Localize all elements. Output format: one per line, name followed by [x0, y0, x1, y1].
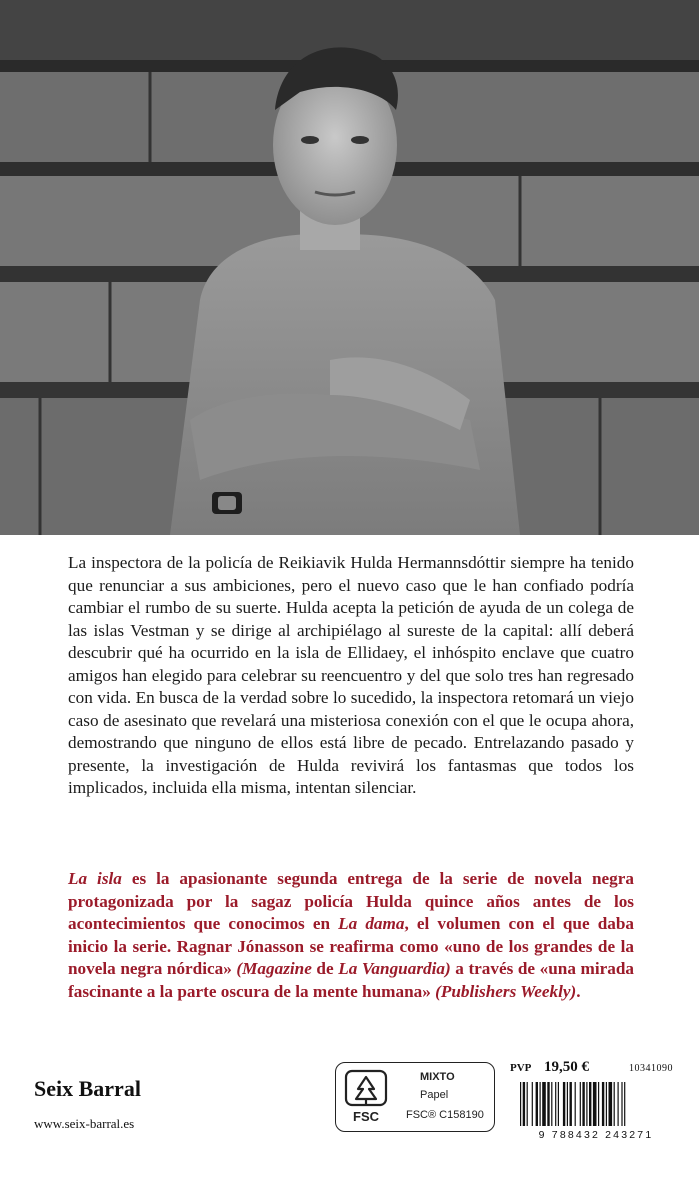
- blurb-de: de: [311, 959, 339, 978]
- fsc-code: FSC® C158190: [406, 1109, 484, 1121]
- fsc-papel: Papel: [420, 1089, 449, 1101]
- blurb-part2: , el volumen con el que daba inicio la serie. Ragnar Jónasson se reafirma como «uno de los grandes de la novela negra nórdica»: [68, 914, 635, 978]
- fsc-tree-logo-icon: [344, 1069, 394, 1127]
- publisher-name: Seix Barral: [34, 1076, 141, 1101]
- blurb-part1: es la apasionante segunda entrega de la serie de novela negra protagonizada por la sagaz policía Hulda quince años antes de los acontecimientos que conocimos en: [68, 869, 634, 933]
- blurb-part3: a través de «una mirada fascinante a la parte oscura de la mente humana»: [68, 959, 634, 1001]
- fsc-logo-text: FSC: [353, 1109, 379, 1124]
- previous-book-title: La dama: [338, 914, 405, 933]
- quote-source-publishers-weekly: (Publishers Weekly): [435, 981, 577, 1001]
- pvp-value: 19,50 €: [544, 1059, 589, 1075]
- quote-source-magazine: (Magazine: [236, 959, 312, 978]
- author-photo: [0, 0, 699, 535]
- barcode-icon: [510, 1080, 682, 1140]
- fsc-mixto: MIXTO: [420, 1071, 455, 1083]
- internal-code: 10341090: [629, 1063, 673, 1074]
- book-title: La isla: [68, 869, 122, 888]
- quote-source-vanguardia: La Vanguardia): [338, 959, 451, 978]
- barcode-bars: [520, 1082, 625, 1126]
- barcode-digits: 9 788432 243271: [538, 1129, 654, 1140]
- price-row: [510, 1060, 680, 1078]
- fsc-certification-box: [335, 1062, 495, 1132]
- pvp-label: PVP: [510, 1062, 532, 1074]
- synopsis-text: La inspectora de la policía de Reikiavik Hulda Hermannsdóttir siempre ha tenido que renunciar a sus ambiciones, pero el nuevo caso que le han confiado podría cambiar el rumbo de su suerte. Hulda acepta la petición de ayuda de un colega de las islas Vestman y se dirige al archipiélago al sureste de la capital: allí deberá descubrir qué ha ocurrido en la isla de Ellidaey, el inhóspito enclave que cuatro amigos han elegido para celebrar su reencuentro y del que solo tres han regresado con vida. En busca de la verdad sobre lo sucedido, la inspectora retomará un viejo caso de asesinato que revelará una misteriosa conexión con el que le ocupa ahora, demostrando que ninguno de ellos está libre de pecado. Entrelazando pasado y presente, la investigación de Hulda revivirá los fantasmas que todos los implicados, incluida ella misma, intentan silenciar.: [68, 553, 634, 797]
- publisher-website[interactable]: www.seix-barral.es: [34, 1116, 135, 1131]
- blurb-end: .: [576, 981, 581, 1001]
- blurb-text: [68, 868, 634, 1003]
